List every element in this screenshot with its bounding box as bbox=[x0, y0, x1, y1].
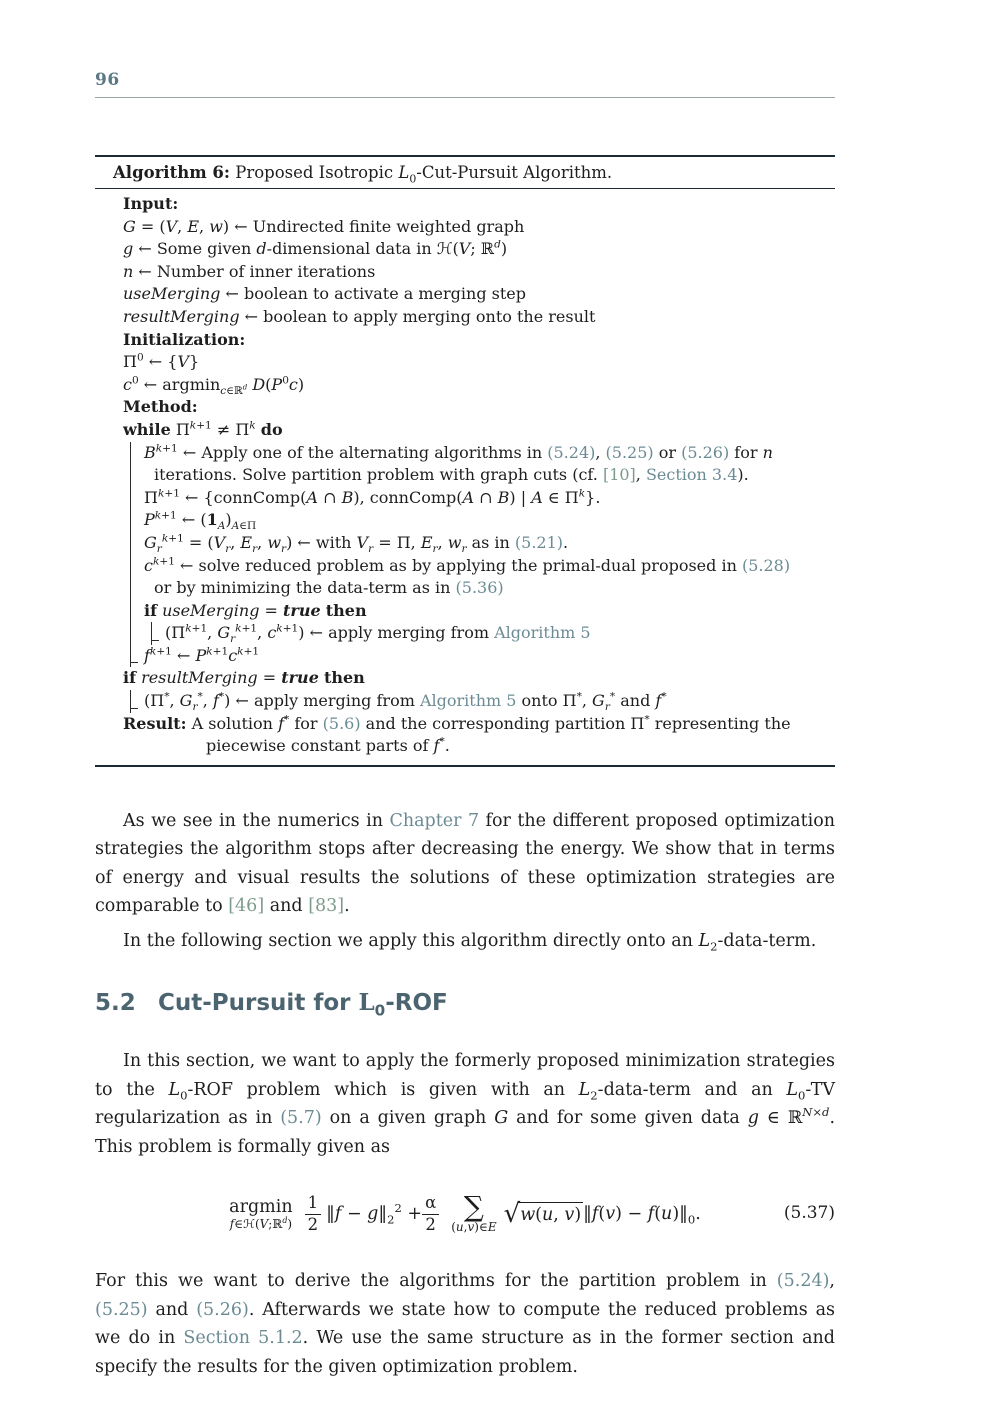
data-term: ‖f − $g‖_2^2$ + bbox=[326, 1201, 423, 1227]
ref-link[interactable]: (5.26) bbox=[681, 442, 730, 462]
header-rule bbox=[95, 97, 835, 98]
algorithm-line-step-c: $c^{k+1}$ ← solve reduced problem as by applying the primal-dual proposed in (5.28) bbox=[144, 555, 791, 575]
citation-link[interactable]: [83] bbox=[308, 896, 345, 917]
algorithm-line-input-data: g ← Some given d-dimensional data in ℋ(V; ℝ$^d$) bbox=[123, 238, 508, 259]
fraction-one-half: $\frac{1}{2}$ bbox=[305, 1194, 322, 1235]
ref-link[interactable]: Algorithm 5 bbox=[494, 623, 591, 643]
paragraph-derive: For this we want to derive the algorithms for the partition problem in (5.24), (5.25) and (5.26). Afterwards we state how to compute the reduced problems as we do in Section 5.1.2. We use the same structure as in the former section and specify the results for the given optimization problem. bbox=[95, 1271, 835, 1377]
regularization-term: ‖f(v) − $f(u)‖_0$. bbox=[583, 1204, 701, 1227]
if-usemerging-block bbox=[151, 622, 829, 645]
fraction-alpha-half: $\frac{\alpha}{2}$ bbox=[422, 1194, 439, 1235]
ref-link[interactable]: (5.25) bbox=[605, 442, 654, 462]
sqrt-expression: √ w(u, v) bbox=[503, 1199, 582, 1230]
ref-link[interactable]: (5.36) bbox=[455, 578, 504, 598]
ref-link[interactable]: Section 3.4 bbox=[645, 465, 738, 485]
paragraph-numerics: As we see in the numerics in Chapter 7 for the different proposed optimization strategies the algorithm stops after decreasing the energy. We show that in terms of energy and visual results the solutions of these optimization strategies are comparable to [46] and [83]. bbox=[95, 810, 836, 917]
ref-link[interactable]: (5.28) bbox=[741, 555, 791, 575]
paragraph-section-intro: In this section, we want to apply the formerly proposed minimization strategies to the $L_0$-ROF problem which is given with an $L_2-data$-term and an $L_0-TV$ regularization as in (5.7) on a given graph G and for some given data g ∈ ℝ$^{N\times d}$. This problem is formally given as bbox=[95, 1051, 836, 1157]
algorithm-line-result-cont: piecewise constant parts of f*. bbox=[206, 735, 450, 756]
algorithm-line-if-usemerging: if useMerging = true then bbox=[144, 600, 367, 620]
ref-link[interactable]: (5.7) bbox=[280, 1108, 322, 1129]
algorithm-line-input-graph: G = (V, E, w) ← Undirected finite weighted graph bbox=[123, 216, 525, 236]
algorithm-line-result-merging: (Π*, $G_r^*$, f*) ← apply merging from Algorithm 5 onto Π*, $G_r^*$ and f* bbox=[144, 690, 667, 714]
section-title: Cut-Pursuit for $L_0$-ROF bbox=[158, 989, 448, 1020]
algorithm-line-init-constants: $c^0$ ← argmin$_{c\in ℝ^d}$ $D(P^0c)$ bbox=[123, 374, 305, 397]
ref-link[interactable]: (5.25) bbox=[95, 1299, 148, 1320]
sum-operator: ∑ (u,v)∈E bbox=[451, 1189, 497, 1234]
algorithm-caption: Algorithm 6: Proposed Isotropic $L_0-Cut$-Pursuit Algorithm. bbox=[95, 157, 835, 189]
algorithm-line-step-c-cont: or by minimizing the data-term as in (5.36) bbox=[154, 578, 504, 598]
ref-link[interactable]: Algorithm 5 bbox=[419, 691, 517, 711]
paragraph-following-section: In the following section we apply this algorithm directly onto an $L_2-data$-term. bbox=[123, 930, 817, 954]
algorithm-line-init-partition: $\Pi^0$ ← {V} bbox=[123, 351, 200, 372]
equation-5-37 bbox=[95, 1185, 835, 1243]
algorithm-line-while: while $\Pi^{k+1} \ne \Pi^k$ do bbox=[123, 419, 283, 439]
algorithm-line-step-g: $G_r^{k+1} = (V_r$, $E_r$, $w_r$) ← with $V_r = \Pi$, $E_r$, $w_r$ as in (5.21). bbox=[144, 532, 569, 556]
ref-link[interactable]: (5.6) bbox=[322, 713, 361, 733]
document-page bbox=[95, 0, 835, 1381]
algorithm-line-step-b: $B^{k+1}$ ← Apply one of the alternating algorithms in (5.24), (5.25) or (5.26) for n bbox=[144, 442, 773, 462]
ref-link[interactable]: (5.21) bbox=[514, 532, 564, 552]
algorithm-line-input-header: Input: bbox=[123, 194, 179, 213]
citation-link[interactable]: [46] bbox=[228, 896, 265, 917]
algorithm-6-box bbox=[95, 155, 835, 767]
algorithm-line-apply-merging: ($\Pi^{k+1}$, $G_r^{k+1}$, $c^{k+1}$) ← apply merging from Algorithm 5 bbox=[165, 622, 591, 646]
ref-link[interactable]: Section 5.1.2 bbox=[183, 1328, 303, 1349]
algorithm-line-init-header: Initialization: bbox=[123, 329, 246, 349]
algorithm-line-input-resultmerging: resultMerging ← boolean to apply merging onto the result bbox=[123, 306, 596, 326]
page-number: 96 bbox=[95, 70, 120, 90]
algorithm-line-input-usemerging: useMerging ← boolean to activate a merging step bbox=[123, 284, 527, 304]
algorithm-line-step-b-cont: iterations. Solve partition problem with graph cuts (cf. [10], Section 3.4). bbox=[154, 465, 749, 485]
algorithm-line-step-partition: $\Pi^{k+1}$ ← {connComp(A ∩ B), connComp(A ∩ B) | A ∈ $\Pi^k$}. bbox=[144, 487, 601, 507]
citation-link[interactable]: [10] bbox=[602, 465, 636, 485]
equation-tag: (5.37) bbox=[783, 1203, 835, 1224]
argmin-operator: argmin f∈ℋ(V;ℝ$^d$) bbox=[229, 1197, 293, 1231]
ref-link[interactable]: (5.24) bbox=[547, 442, 596, 462]
algorithm-line-step-p: $P^{k+1}$ ← $(1_A)_{A\in\Pi}$ bbox=[144, 509, 257, 533]
ref-link[interactable]: Chapter 7 bbox=[389, 810, 480, 831]
ref-link[interactable]: (5.26) bbox=[196, 1299, 249, 1320]
page-header bbox=[95, 70, 835, 98]
algorithm-line-input-iterations: n ← Number of inner iterations bbox=[123, 261, 376, 281]
algorithm-line-method-header: Method: bbox=[123, 397, 198, 417]
section-number: 5.2 bbox=[95, 990, 136, 1017]
if-resultmerging-block bbox=[130, 690, 829, 713]
while-block bbox=[130, 442, 829, 668]
algorithm-line-if-resultmerging: if resultMerging = true then bbox=[123, 668, 365, 688]
algorithm-line-step-f: $f^{k+1}$ ← $P^{k+1}c^{k+1}$ bbox=[144, 645, 260, 665]
ref-link[interactable]: (5.24) bbox=[776, 1271, 830, 1292]
section-heading-5-2 bbox=[95, 989, 835, 1020]
algorithm-line-result: Result: A solution f* for (5.6) and the corresponding partition Π* representing the bbox=[123, 713, 791, 733]
algorithm-body bbox=[95, 189, 835, 765]
